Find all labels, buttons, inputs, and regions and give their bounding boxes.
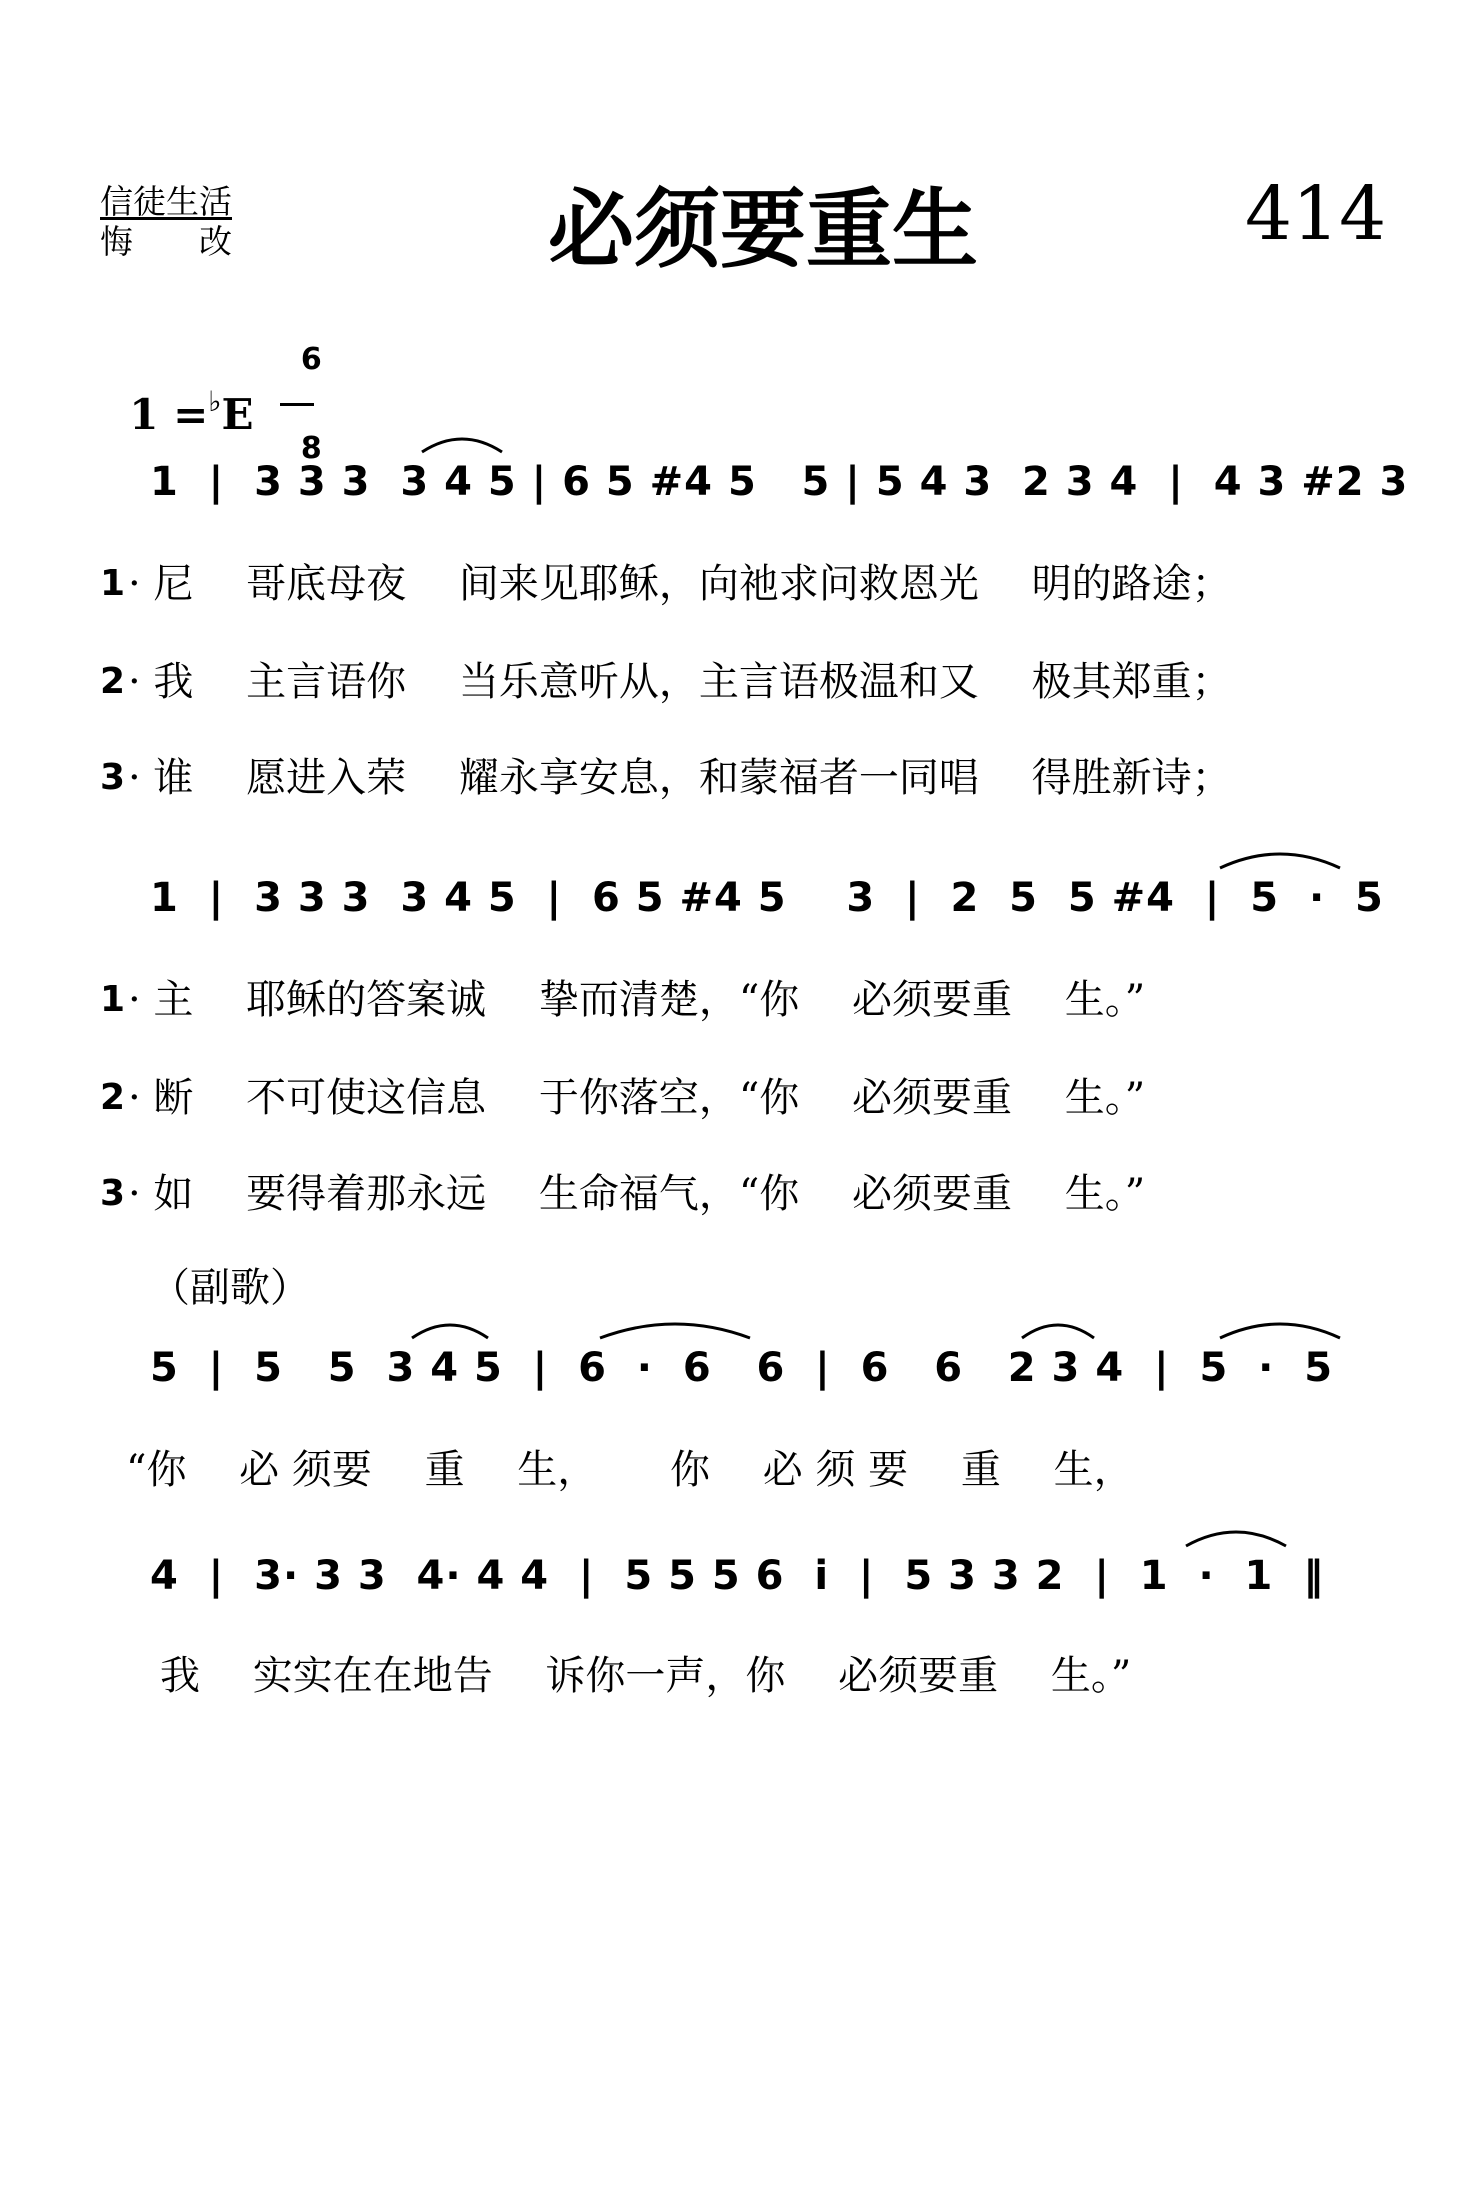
notation-line-1: 1 | 3 3 3 3 4 5 | 6 5 #4 5 5 | 5 4 3 2 3 4 | 4 3 #2 3 [150, 459, 1409, 505]
verse-1-lyric-b: · 主 耶稣的答案诚 挚而清楚，“你 必须要重 生。” [128, 977, 1146, 1023]
hymn-number: 414 [1245, 171, 1387, 257]
verse-3-lyric-a: · 谁 愿进入荣 耀永享安息，和蒙福者一同唱 得胜新诗； [128, 755, 1232, 801]
chorus-lyric-2: 我 实实在在地告 诉你一声，你 必须要重 生。” [160, 1653, 1132, 1699]
category-label: 信徒生活 [100, 182, 232, 221]
time-bottom: 8 [300, 431, 322, 466]
time-top: 6 [300, 342, 322, 377]
chorus-lyric-1: “你 必 须要 重 生， 你 必 须 要 重 生， [126, 1447, 1134, 1493]
notation-line-3: 5 | 5 5 3 4 5 | 6 · 6 6 | 6 6 2 3 4 | 5 · 5 [150, 1345, 1334, 1391]
verse-2-lyric-b: · 断 不可使这信息 于你落空，“你 必须要重 生。” [128, 1075, 1146, 1121]
verse-number: 1 [100, 563, 126, 604]
verse-number: 2 [100, 1077, 126, 1118]
music-line-1 [150, 452, 1410, 512]
subcategory-label: 悔 改 [100, 222, 232, 261]
notation-line-2: 1 | 3 3 3 3 4 5 | 6 5 #4 5 3 | 2 5 5 #4 | 5 · 5 [150, 875, 1384, 921]
key-prefix: 1 = [129, 390, 209, 439]
music-line-3 [150, 1338, 1410, 1398]
verse-number: 2 [100, 661, 126, 702]
verse-number: 3 [100, 757, 126, 798]
verse-1-lyric-a: · 尼 哥底母夜 间来见耶稣，向祂求问救恩光 明的路途； [128, 561, 1232, 607]
verse-3-lyric-b: · 如 要得着那永远 生命福气，“你 必须要重 生。” [128, 1171, 1146, 1217]
verse-number: 3 [100, 1173, 126, 1214]
page-title: 必须要重生 [548, 180, 978, 280]
time-divider [280, 403, 314, 406]
music-line-2 [150, 868, 1410, 928]
verse-number: 1 [100, 979, 126, 1020]
flat-sign: ♭ [208, 385, 222, 418]
chorus-label: （副歌） [150, 1265, 310, 1311]
notation-line-4: 4 | 3· 3 3 4· 4 4 | 5 5 5 6 i | 5 3 3 2 | 1 · 1 ‖ [150, 1553, 1325, 1599]
music-line-4 [150, 1546, 1410, 1606]
verse-2-lyric-a: · 我 主言语你 当乐意听从，主言语极温和又 极其郑重； [128, 659, 1232, 705]
key-letter: E [221, 390, 254, 439]
